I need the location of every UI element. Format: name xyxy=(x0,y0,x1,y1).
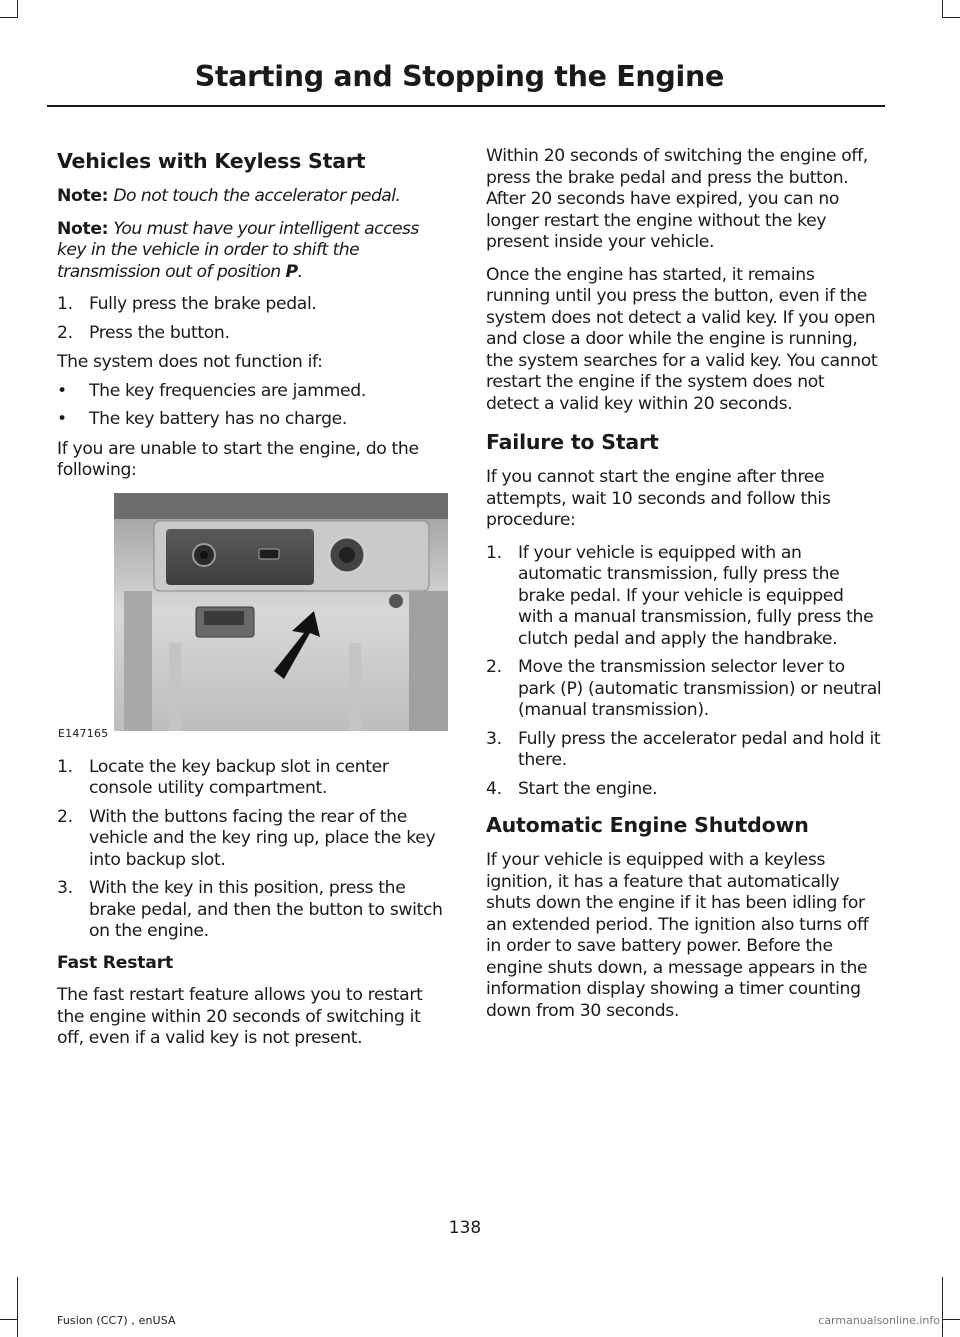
list-item xyxy=(57,323,452,345)
step-number: 1. xyxy=(57,294,73,314)
page-number: 138 xyxy=(448,1218,482,1238)
list-item xyxy=(57,878,452,943)
bullet-text: The key frequencies are jammed. xyxy=(89,380,366,401)
crop-mark xyxy=(0,17,18,18)
header-rule xyxy=(47,105,885,107)
bullet-text: The key battery has no charge. xyxy=(89,409,347,429)
list-item xyxy=(486,779,882,801)
step-number: 1. xyxy=(486,542,502,563)
list-item xyxy=(57,294,452,316)
watermark: carmanualsonline.info xyxy=(818,1314,940,1327)
gear-position: P xyxy=(285,261,298,282)
console-illustration xyxy=(114,493,448,731)
step-text: Start the engine. xyxy=(518,778,658,799)
figure-code: E147165 xyxy=(58,726,109,740)
left-column xyxy=(57,146,452,1061)
backup-steps xyxy=(57,757,452,943)
crop-mark xyxy=(942,0,943,18)
crop-mark xyxy=(17,1277,18,1337)
right-column xyxy=(486,146,882,1033)
paragraph: If your vehicle is equipped with a keyless ignition, it has a feature that automatically shuts down the engine if it has been idling for an extended period. The ignition also turns off in order to save battery power. Before the engine shuts down, a message appears in the information display showing a timer counting down from 30 seconds. xyxy=(486,850,869,1021)
paragraph: Once the engine has started, it remains running until you press the button, even if the system does not detect a valid key. If you open and close a door while the engine is running, the system searches for a valid key. You cannot restart the engine if the system does not detect a valid key within 20 seconds. xyxy=(486,264,878,414)
paragraph: If you are unable to start the engine, do the following: xyxy=(57,438,419,480)
note xyxy=(57,186,452,208)
step-text: Move the transmission selector lever to park (P) (automatic transmission) or neutral (manual transmission). xyxy=(518,657,882,720)
list-item xyxy=(486,729,882,772)
page-title: Starting and Stopping the Engine xyxy=(194,60,724,93)
crop-mark xyxy=(0,1319,18,1320)
list-item xyxy=(57,757,452,800)
step-text: Locate the key backup slot in center console utility compartment. xyxy=(89,756,389,798)
console-figure xyxy=(57,493,452,743)
list-item xyxy=(57,381,452,403)
step-text: Fully press the accelerator pedal and hold it there. xyxy=(518,728,881,770)
note-label: Note: xyxy=(57,218,109,239)
list-item xyxy=(57,409,452,431)
list-item xyxy=(486,543,882,651)
bullet-icon: • xyxy=(57,409,67,429)
crop-mark xyxy=(17,0,18,18)
section-heading: Failure to Start xyxy=(486,430,659,454)
paragraph: The fast restart feature allows you to restart the engine within 20 seconds of switching it off, even if a valid key is not present. xyxy=(57,985,423,1048)
bullet-list xyxy=(57,381,452,431)
step-number: 2. xyxy=(57,322,73,343)
step-text: With the buttons facing the rear of the vehicle and the key ring up, place the key into backup slot. xyxy=(89,806,436,870)
step-number: 1. xyxy=(57,756,73,777)
note-label: Note: xyxy=(57,186,109,206)
step-number: 2. xyxy=(486,657,502,677)
start-steps xyxy=(57,294,452,344)
step-number: 3. xyxy=(57,878,73,898)
failure-steps xyxy=(486,543,882,801)
note-end: . xyxy=(297,261,303,282)
step-text: If your vehicle is equipped with an automatic transmission, fully press the brake pedal. If your vehicle is equipped with a manual transmission, fully press the clutch pedal and apply the handbrake. xyxy=(518,542,874,649)
crop-mark xyxy=(942,1319,960,1320)
step-number: 3. xyxy=(486,728,502,749)
crop-mark xyxy=(942,17,960,18)
list-item xyxy=(486,657,882,722)
paragraph: If you cannot start the engine after three attempts, wait 10 seconds and follow this procedure: xyxy=(486,467,831,530)
section-heading: Vehicles with Keyless Start xyxy=(57,149,366,173)
step-text: Press the button. xyxy=(89,322,230,343)
step-number: 2. xyxy=(57,806,73,827)
note-body: You must have your intelligent access key in the vehicle in order to shift the transmission out of position xyxy=(57,218,419,282)
step-text: With the key in this position, press the brake pedal, and then the button to switch on the engine. xyxy=(89,878,443,941)
note-text xyxy=(57,219,419,282)
note xyxy=(57,219,452,284)
subheading: Fast Restart xyxy=(57,952,173,973)
paragraph: The system does not function if: xyxy=(57,352,323,372)
paragraph: Within 20 seconds of switching the engine off, press the brake pedal and press the button. After 20 seconds have expired, you can no longer restart the engine without the key present inside your vehicle. xyxy=(486,146,868,252)
step-number: 4. xyxy=(486,778,502,799)
section-heading: Automatic Engine Shutdown xyxy=(486,813,809,837)
step-text: Fully press the brake pedal. xyxy=(89,294,317,314)
crop-mark xyxy=(942,1277,943,1337)
note-text: Do not touch the accelerator pedal. xyxy=(113,186,401,206)
list-item xyxy=(57,807,452,872)
bullet-icon: • xyxy=(57,380,67,401)
doc-footer: Fusion (CC7) , enUSA xyxy=(57,1314,176,1327)
